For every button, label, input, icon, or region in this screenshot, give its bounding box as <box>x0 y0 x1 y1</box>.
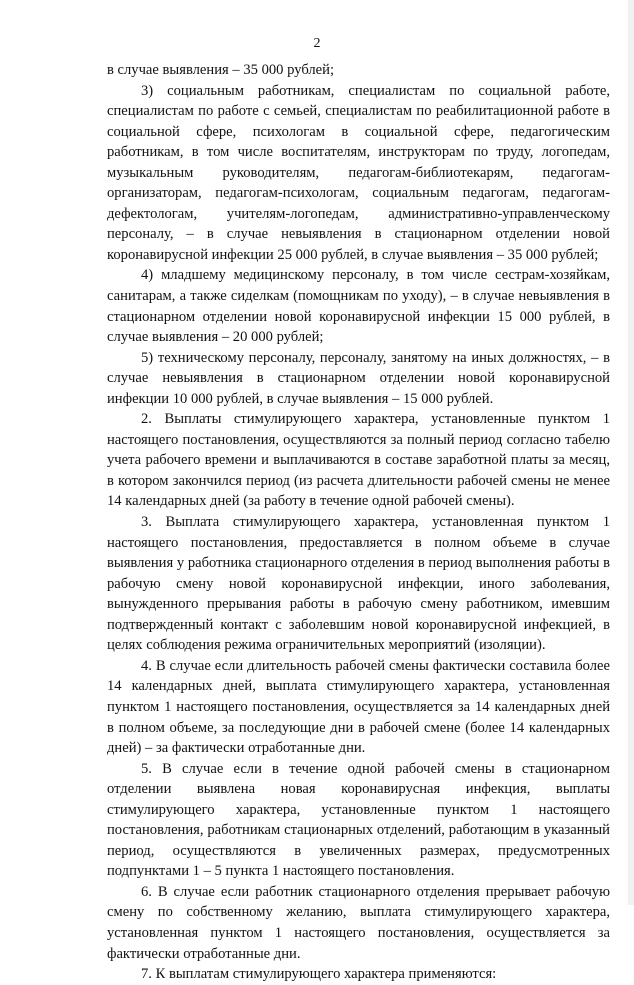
paragraph-item-7: 7. К выплатам стимулирующего характера применяются: <box>141 966 497 983</box>
scan-edge <box>628 0 634 905</box>
paragraph-subitem-3: 3) социальным работникам, специалистам по социальной работе, специалистам по работе с семьей, специалистам по реабилитационной работе в социальной сфере, психологам в социальной сфере, педагогическим работникам, в том числе воспитателям, инструкторам по труду, логопедам, музыкальным руководителям, педагогам-библиотекарям, педагогам-организаторам, педагогам-психологам, социальным педагогам, педагогам-дефектологам, учителям-логопедам, административно-управленческому персоналу, – в случае невыявления в стационарном отделении новой коронавирусной инфекции 25 000 рублей, в случае выявления – 35 000 рублей; <box>107 82 610 263</box>
paragraph-item-2: 2. Выплаты стимулирующего характера, установленные пунктом 1 настоящего постановления, осуществляются за полный период согласно табелю учета рабочего времени и выплачиваются в составе заработной платы за месяц, в котором закончился период (из расчета длительности рабочей смены не менее 14 календарных дней (за работу в течение одной рабочей смены). <box>107 411 610 510</box>
paragraph-item-4: 4. В случае если длительность рабочей смены фактически составила более 14 календарных дней, выплата стимулирующего характера, установленная пунктом 1 настоящего постановления, осуществляется за 14 календарных дней в полном объеме, за последующие дни в рабочей смене (более 14 календарных дней) – за фактически отработанные дни. <box>107 657 610 757</box>
paragraph-item-5: 5. В случае если в течение одной рабочей смены в стационарном отделении выявлена новая коронавирусная инфекция, выплаты стимулирующего характера, установленные пунктом 1 настоящего постановления, работникам стационарных отделений, работающим в указанный период, осуществляются в увеличенных размерах, предусмотренных подпунктами 1 – 5 пункта 1 настоящего постановления. <box>107 760 610 880</box>
page-number: 2 <box>313 36 321 51</box>
paragraph-subitem-4: 4) младшему медицинскому персоналу, в том числе сестрам-хозяйкам, санитарам, а также сиделкам (помощникам по уходу), – в случае невыявления в стационарном отделении новой коронавирусной инфекции 15 000 рублей, в случае выявления – 20 000 рублей; <box>107 267 610 346</box>
document-body <box>107 60 610 985</box>
paragraph-item-3: 3. Выплата стимулирующего характера, установленная пунктом 1 настоящего постановления, предоставляется в полном объеме в случае выявления у работника стационарного отделения в период выполнения работы в рабочую смену новой коронавирусной инфекции, иного заболевания, вынужденного прерывания работы в рабочую смену работником, имевшим подтвержденный контакт с заболевшим новой коронавирусной инфекцией, в целях соблюдения режима ограничительных мероприятий (изоляции). <box>107 514 610 654</box>
paragraph-continuation: в случае выявления – 35 000 рублей; <box>107 62 335 78</box>
paragraph-subitem-5: 5) техническому персоналу, персоналу, занятому на иных должностях, – в случае невыявления в стационарном отделении новой коронавирусной инфекции 10 000 рублей, в случае выявления – 15 000 рублей. <box>107 349 610 407</box>
paragraph-item-6: 6. В случае если работник стационарного отделения прерывает рабочую смену по собственному желанию, выплата стимулирующего характера, установленная пунктом 1 настоящего постановления, осуществляется за фактически отработанные дни. <box>107 883 610 962</box>
